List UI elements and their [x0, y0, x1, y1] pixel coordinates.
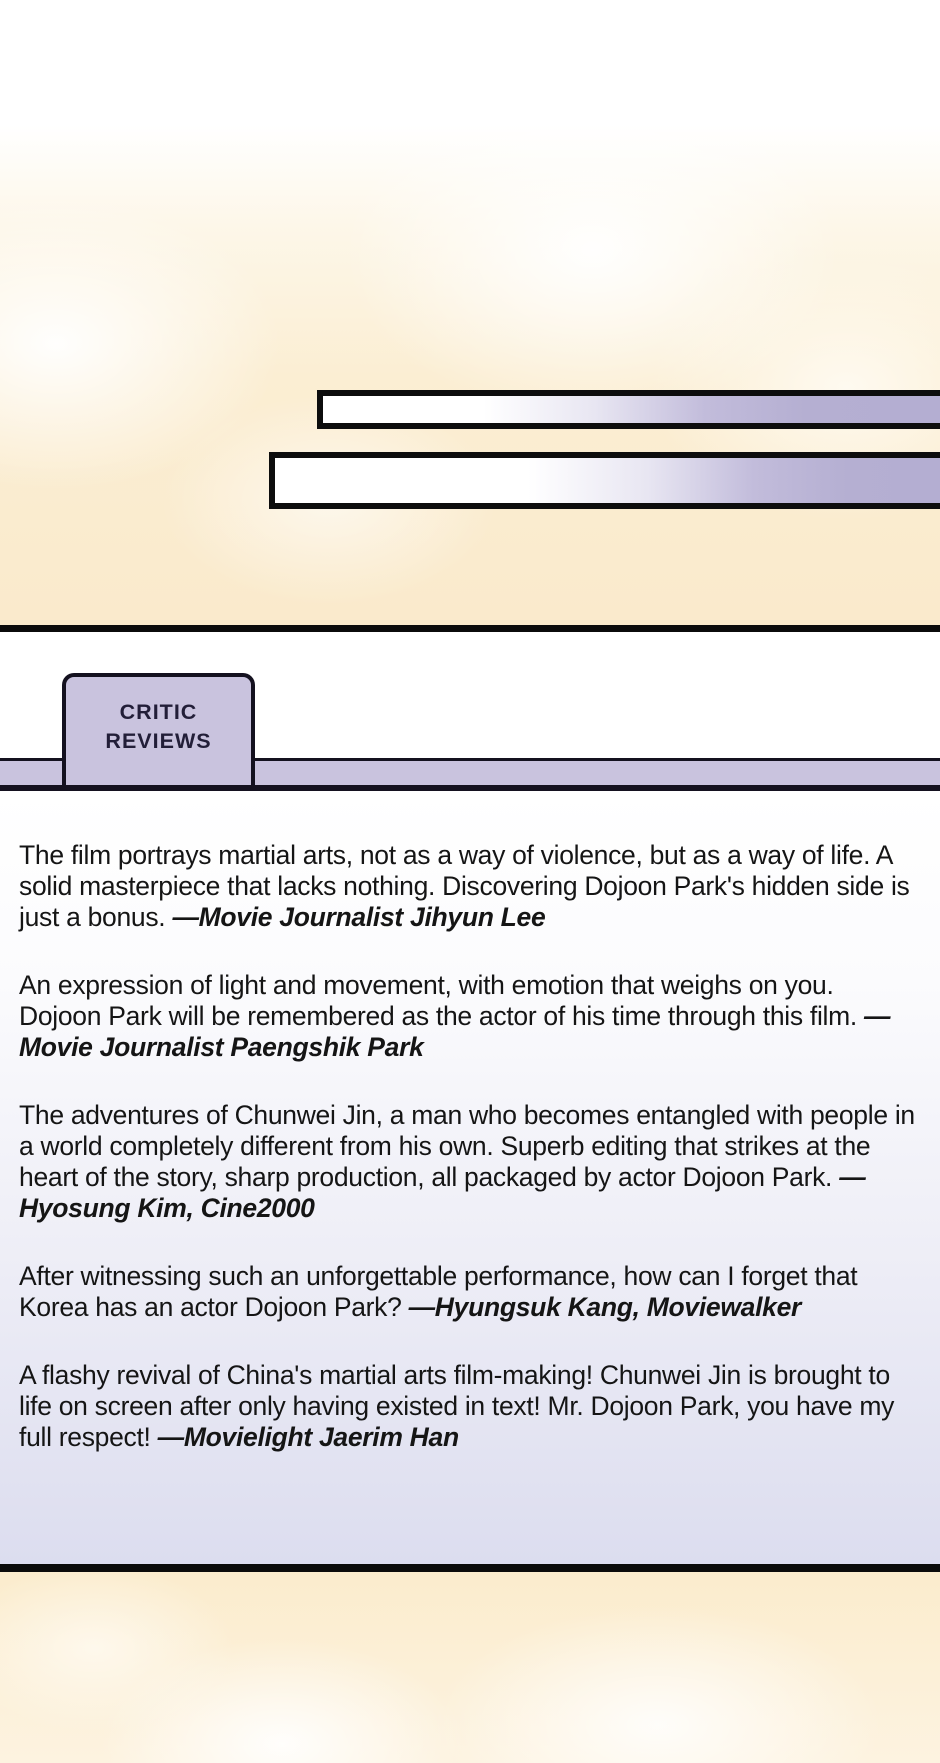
review-quote: A flashy revival of China's martial arts film-making! Chunwei Jin is brought to life on screen after only having existed in text! Mr. Dojoon Park, you have my full respect!	[19, 1360, 895, 1452]
banner-bar-2	[269, 452, 940, 509]
review-quote: The film portrays martial arts, not as a way of violence, but as a way of life. A solid masterpiece that lacks nothing. Discovering Dojoon Park's hidden side is just a bonus.	[19, 840, 910, 932]
review-attribution: —Movie Journalist Jihyun Lee	[172, 902, 546, 932]
tab-label-line-1: CRITIC	[119, 700, 198, 724]
review-attribution: —Hyosung Kim, Cine2000	[19, 1162, 866, 1223]
review-attribution: —Movielight Jaerim Han	[157, 1422, 459, 1452]
review-quote: After witnessing such an unforgettable performance, how can I forget that Korea has an actor Dojoon Park?	[19, 1261, 858, 1322]
review-paragraph	[19, 1261, 920, 1323]
review-paragraph	[19, 970, 920, 1063]
review-quote: An expression of light and movement, with emotion that weighs on you. Dojoon Park will be remembered as the actor of his time through this film.	[19, 970, 865, 1031]
review-paragraph	[19, 1100, 920, 1224]
bottom-panel	[0, 1572, 940, 1763]
top-panel	[0, 0, 940, 625]
tab-label-line-2: REVIEWS	[105, 729, 212, 753]
review-attribution: —Movie Journalist Paengshik Park	[19, 1001, 891, 1062]
reviews-section	[0, 791, 940, 1564]
review-paragraph	[19, 1360, 920, 1453]
review-paragraph	[19, 840, 920, 933]
review-attribution: —Hyungsuk Kang, Moviewalker	[408, 1292, 802, 1322]
panel-divider-bottom	[0, 1564, 940, 1572]
banner-bar-1	[317, 390, 940, 429]
critic-reviews-tab	[62, 673, 255, 785]
review-quote: The adventures of Chunwei Jin, a man who becomes entangled with people in a world completely different from his own. Superb editing that strikes at the heart of the story, sharp production, all packaged by actor Dojoon Park.	[19, 1100, 915, 1192]
critic-reviews-header	[0, 632, 940, 791]
panel-divider-top	[0, 625, 940, 632]
